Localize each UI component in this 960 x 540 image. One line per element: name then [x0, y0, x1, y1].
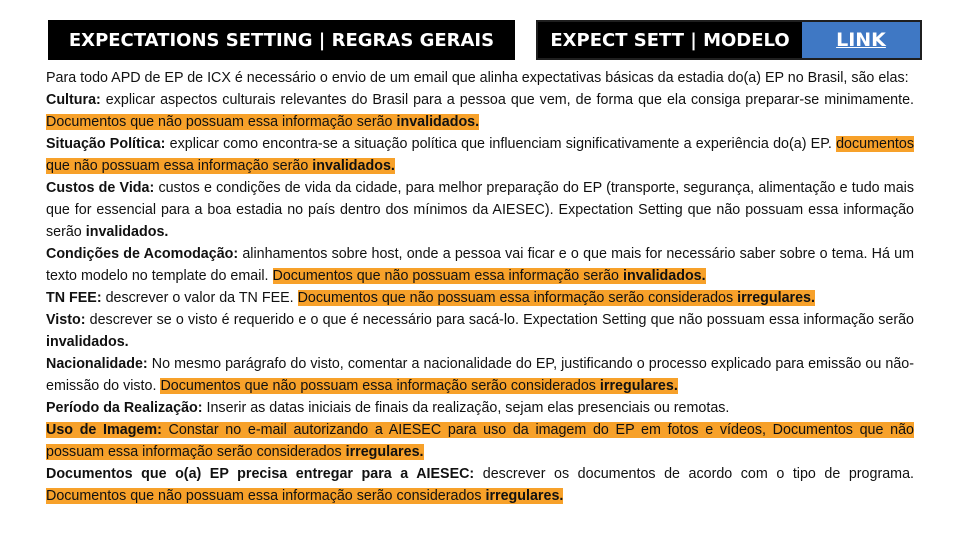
rule-label: Situação Política:	[46, 136, 166, 152]
rule-tn-fee	[46, 287, 914, 309]
rule-label: Cultura:	[46, 92, 101, 108]
rule-emphasis: invalidados.	[46, 334, 129, 350]
link-box[interactable]	[802, 22, 920, 58]
rule-situacao-politica	[46, 133, 914, 177]
warning-emphasis: invalidados.	[396, 114, 480, 130]
rule-text: custos e condições de vida da cidade, para melhor preparação do EP (transporte, segurança, alimentação e tudo mais que for essencial para a boa estadia no país dentro dos mínimos da AIESEC). Expectation Setting que não possuam essa informação serão	[46, 180, 914, 240]
rule-text: descrever o valor da TN FEE.	[101, 290, 298, 306]
rule-warning	[273, 268, 706, 284]
rule-cultura	[46, 89, 914, 133]
rule-label: Condições de Acomodação:	[46, 246, 239, 262]
rule-documentos	[46, 463, 914, 507]
rule-warning	[160, 378, 677, 394]
rule-nacionalidade	[46, 353, 914, 397]
rule-label: TN FEE:	[46, 290, 102, 306]
warning-text: Documentos que não possuam essa informação serão	[272, 268, 623, 284]
warning-emphasis: irregulares.	[485, 488, 564, 504]
rule-label: Período da Realização:	[46, 400, 203, 416]
warning-emphasis: invalidados.	[312, 158, 395, 174]
rule-label: Nacionalidade:	[46, 356, 148, 372]
warning-text: Documentos que não possuam essa informação serão considerados	[160, 378, 600, 394]
rule-warning	[46, 422, 914, 460]
rule-visto	[46, 309, 914, 353]
warning-emphasis: irregulares.	[737, 290, 815, 306]
warning-text: Constar no e-mail autorizando a AIESEC para uso da imagem do EP em fotos e vídeos, Documentos que não possuam essa informação serão considerados	[46, 422, 914, 460]
rule-text: explicar como encontra-se a situação política que influenciam significativamente a experiência do(a) EP.	[165, 136, 837, 152]
rule-label: Uso de Imagem:	[46, 422, 162, 438]
warning-emphasis: invalidados.	[622, 268, 706, 284]
model-label: EXPECT SETT | MODELO	[550, 29, 790, 51]
warning-emphasis: irregulares.	[599, 378, 678, 394]
rule-custos-de-vida	[46, 177, 914, 243]
warning-emphasis: irregulares.	[345, 444, 424, 460]
rule-label: Visto:	[46, 312, 86, 328]
model-link[interactable]: LINK	[836, 29, 886, 51]
rule-periodo	[46, 397, 914, 419]
rule-text: Inserir as datas iniciais de finais da realização, sejam elas presenciais ou remotas.	[202, 400, 730, 416]
rule-warning	[46, 488, 563, 504]
rule-warning	[46, 114, 479, 130]
warning-text: documentos que não possuam essa informação serão	[46, 136, 914, 174]
main-title-bar	[48, 20, 515, 60]
rule-text: No mesmo parágrafo do visto, comentar a nacionalidade do EP, justificando o processo explicado para emissão ou não-emissão do visto.	[46, 356, 914, 394]
rule-uso-de-imagem	[46, 419, 914, 463]
model-header-group	[536, 20, 922, 60]
rule-text: explicar aspectos culturais relevantes do Brasil para a pessoa que vem, de forma que ela consiga preparar-se minimamente.	[100, 92, 914, 108]
rule-text: alinhamentos sobre host, onde a pessoa vai ficar e o que mais for necessário saber sobre o tema. Há um texto modelo no template do email.	[46, 246, 914, 284]
rule-label: Custos de Vida:	[46, 180, 155, 196]
rule-text: descrever os documentos de acordo com o tipo de programa.	[474, 466, 914, 482]
warning-text: Documentos que não possuam essa informação serão considerados	[297, 290, 738, 306]
page-title: EXPECTATIONS SETTING | REGRAS GERAIS	[68, 29, 495, 51]
intro-paragraph: Para todo APD de EP de ICX é necessário o envio de um email que alinha expectativas básicas da estadia do(a) EP no Brasil, são elas:	[46, 70, 909, 86]
warning-text: Documentos que não possuam essa informação serão considerados	[46, 488, 486, 504]
rules-document	[46, 67, 914, 507]
rule-acomodacao	[46, 243, 914, 287]
warning-text: Documentos que não possuam essa informação serão	[46, 114, 397, 130]
model-label-box	[538, 22, 802, 58]
rule-emphasis: invalidados.	[85, 224, 169, 240]
rule-text: descrever se o visto é requerido e o que é necessário para sacá-lo. Expectation Setting que não possuam essa informação serão	[85, 312, 914, 328]
rule-label: Documentos que o(a) EP precisa entregar para a AIESEC:	[46, 466, 475, 482]
rule-warning	[298, 290, 815, 306]
